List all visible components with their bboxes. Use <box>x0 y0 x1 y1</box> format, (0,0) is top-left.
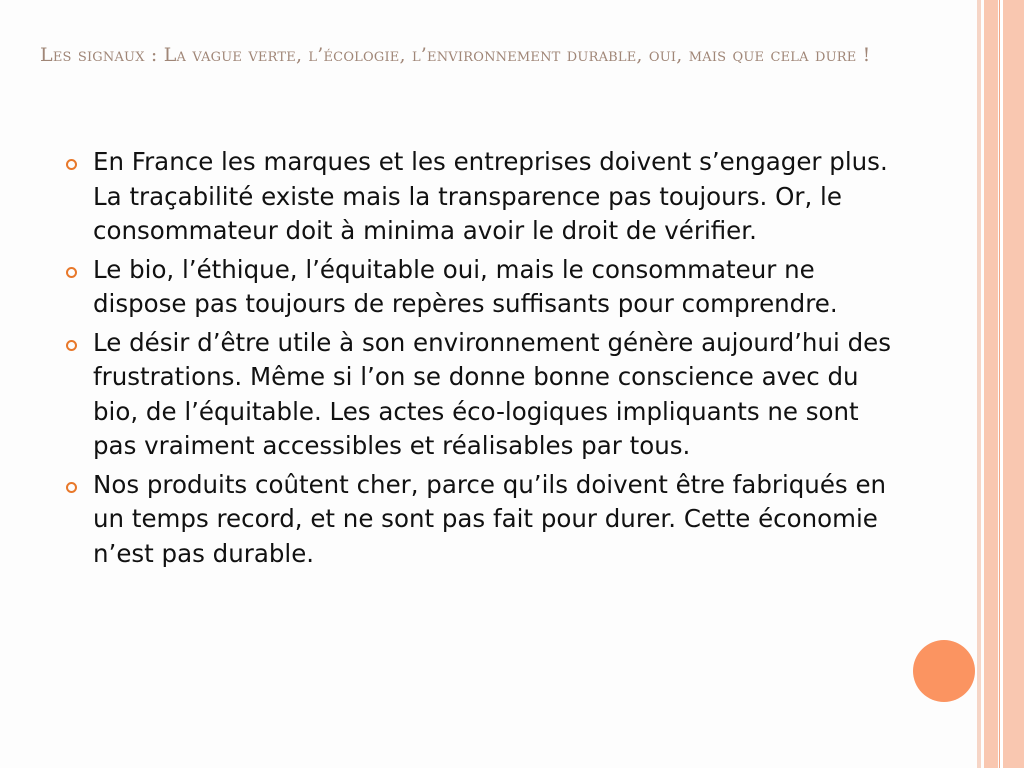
decorative-stripe <box>977 0 981 768</box>
bullet-circle-icon <box>66 159 77 170</box>
bullet-circle-icon <box>66 482 77 493</box>
bullet-item <box>62 326 897 464</box>
bullet-circle-icon <box>66 267 77 278</box>
bullet-text: En France les marques et les entreprises doivent s’engager plus. La traçabilité existe mais la transparence pas toujours. Or, le consommateur doit à minima avoir le droit de vérifier. <box>93 147 888 245</box>
decorative-stripe <box>984 0 998 768</box>
bullet-text: Le bio, l’éthique, l’équitable oui, mais le consommateur ne dispose pas toujours de repères suffisants pour comprendre. <box>93 254 838 318</box>
bullet-text: Nos produits coûtent cher, parce qu’ils doivent être fabriqués en un temps record, et ne sont pas fait pour durer. Cette économie n’est pas durable. <box>93 469 887 568</box>
decorative-stripe <box>1003 0 1024 768</box>
bullet-circle-icon <box>66 340 77 351</box>
bullet-item <box>62 253 897 322</box>
orange-circle-decoration <box>913 640 975 702</box>
bullet-list <box>62 145 897 575</box>
bullet-item <box>62 145 897 249</box>
bullet-text: Le désir d’être utile à son environnement génère aujourd’hui des frustrations. Même si l’on se donne bonne conscience avec du bio, de l’équitable. Les actes éco-logiques impliquants ne sont pas vraiment accessibles et réalisables par tous. <box>93 327 891 460</box>
bullet-item <box>62 468 897 572</box>
slide-title: Les signaux : La vague verte, l’écologie, l’environnement durable, oui, mais que cela dure ! <box>40 44 871 66</box>
